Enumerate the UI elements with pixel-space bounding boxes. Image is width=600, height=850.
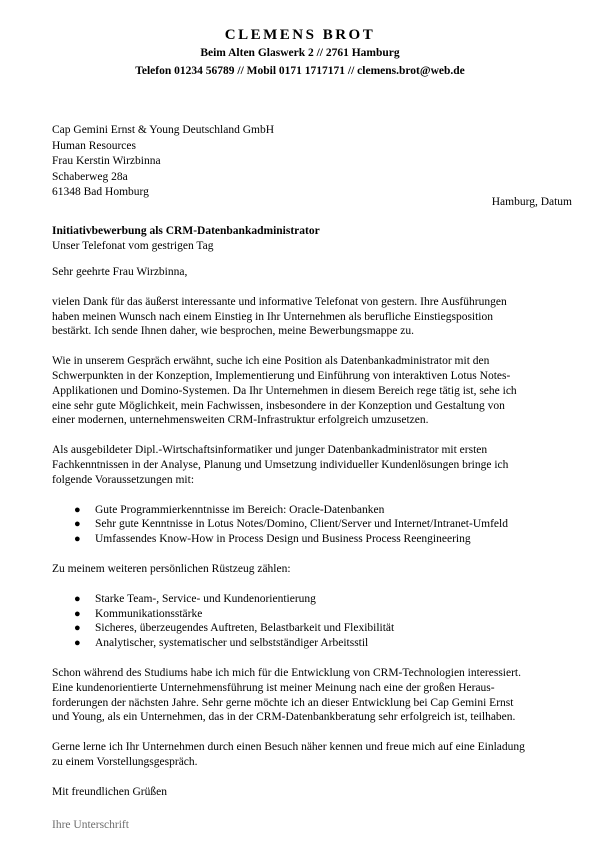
list-item-text: Sicheres, überzeugendes Auftreten, Belastbarkeit und Flexibilität	[95, 622, 395, 635]
list-item	[52, 636, 576, 651]
list-item	[52, 517, 576, 532]
text-line: Gerne lerne ich Ihr Unternehmen durch einen Besuch näher kennen und freue mich auf eine Einladung	[52, 741, 525, 754]
list-item-text: Umfassendes Know-How in Process Design und Business Process Reengineering	[95, 533, 471, 546]
bullet-icon: ●	[74, 622, 81, 635]
paragraph-intro	[52, 295, 576, 339]
paragraph-qualifications	[52, 443, 576, 487]
paragraph-position	[52, 354, 576, 428]
text-line: vielen Dank für das äußerst interessante und informative Telefonat von gestern. Ihre Ausführungen	[52, 295, 507, 308]
sender-name: CLEMENS BROT	[224, 27, 376, 43]
bullet-icon: ●	[74, 637, 81, 650]
text-line: eine sehr gute Möglichkeit, mein Fachwissen, insbesondere in der Konzeption und Gestaltung von	[52, 399, 505, 412]
paragraph-personal-intro	[52, 562, 576, 577]
text-line: Schwerpunkten in der Konzeption, Implementierung und Einführung von interaktiven Lotus Notes-	[52, 369, 511, 382]
text-line: Fachkenntnissen in der Analyse, Planung und Umsetzung individueller Kundenlösungen bringe ich	[52, 458, 509, 471]
list-item	[52, 532, 576, 547]
closing-formula: Mit freundlichen Grüßen	[52, 785, 167, 798]
subject-reference: Unser Telefonat vom gestrigen Tag	[52, 240, 214, 252]
salutation: Sehr geehrte Frau Wirzbinna,	[52, 266, 188, 278]
list-item-text: Starke Team-, Service- und Kundenorientierung	[95, 592, 316, 605]
place-date: Hamburg, Datum	[491, 196, 572, 208]
list-item	[52, 592, 576, 607]
text-line: Schon während des Studiums habe ich mich für die Entwicklung von CRM-Technologien interessiert.	[52, 666, 522, 679]
text-line: und Young, als ein Unternehmen, das in der CRM-Datenbankberatung sehr erfolgreich ist, teilhaben.	[52, 711, 516, 724]
personal-skills-list	[52, 592, 576, 651]
list-item-text: Kommunikationsstärke	[95, 607, 203, 620]
list-item	[52, 621, 576, 636]
recipient-city: 61348 Bad Homburg	[52, 186, 149, 199]
subject-block	[52, 224, 320, 254]
text-line: Applikationen und Domino-Systemen. Da Ihr Unternehmen in diesem Bereich rege tätig ist, sehe ich	[52, 384, 517, 397]
text-line: Als ausgebildeter Dipl.-Wirtschaftsinformatiker und junger Datenbankadministrator mit ersten	[52, 444, 488, 457]
list-item-text: Sehr gute Kenntnisse in Lotus Notes/Domino, Client/Server und Internet/Intranet-Umfeld	[95, 518, 508, 531]
signature: Ihre Unterschrift	[52, 818, 129, 831]
text-line: Wie in unserem Gespräch erwähnt, suche ich eine Position als Datenbankadministrator mit den	[52, 355, 490, 368]
skills-list	[52, 503, 576, 547]
letter-body	[52, 265, 576, 832]
subject-title: Initiativbewerbung als CRM-Datenbankadministrator	[52, 225, 320, 237]
paragraph-closing-remarks	[52, 740, 576, 770]
text-line: forderungen der nächsten Jahre. Sehr gerne möchte ich an dieser Entwicklung bei Cap Gemini Ernst	[52, 696, 514, 709]
sender-address: Beim Alten Glaswerk 2 // 2761 Hamburg	[200, 47, 400, 59]
recipient-street: Schaberweg 28a	[52, 170, 128, 183]
text-line: folgende Voraussetzungen mit:	[52, 473, 195, 486]
recipient-company: Cap Gemini Ernst & Young Deutschland GmbH	[52, 124, 275, 136]
recipient-department: Human Resources	[52, 139, 136, 152]
bullet-icon: ●	[74, 518, 81, 531]
list-item	[52, 503, 576, 518]
recipient-address	[52, 123, 274, 201]
text-line: einer modernen, unternehmensweiten CRM-Infrastruktur erfolgreich umzusetzen.	[52, 414, 429, 427]
sender-header	[0, 26, 600, 80]
bullet-icon: ●	[74, 533, 81, 546]
bullet-icon: ●	[74, 592, 81, 605]
list-item-text: Gute Programmierkenntnisse im Bereich: Oracle-Datenbanken	[95, 503, 385, 516]
list-item-text: Analytischer, systematischer und selbstständiger Arbeitsstil	[95, 637, 369, 650]
list-item	[52, 607, 576, 622]
text-line: Zu meinem weiteren persönlichen Rüstzeug zählen:	[52, 562, 291, 575]
text-line: haben meinen Wunsch nach einem Einstieg in Ihr Unternehmen als berufliche Einstiegsposition	[52, 310, 493, 323]
paragraph-motivation	[52, 666, 576, 725]
text-line: bestärkt. Ich sende Ihnen daher, wie besprochen, meine Bewerbungsmappe zu.	[52, 325, 414, 338]
bullet-icon: ●	[74, 503, 81, 516]
text-line: zu einem Vorstellungsgespräch.	[52, 755, 198, 768]
text-line: Eine kundenorientierte Unternehmensführung ist meiner Meinung nach eine der großen Heraus-	[52, 681, 495, 694]
recipient-person: Frau Kerstin Wirzbinna	[52, 155, 161, 168]
bullet-icon: ●	[74, 607, 81, 620]
sender-contact: Telefon 01234 56789 // Mobil 0171 1717171 // clemens.brot@web.de	[135, 65, 465, 77]
